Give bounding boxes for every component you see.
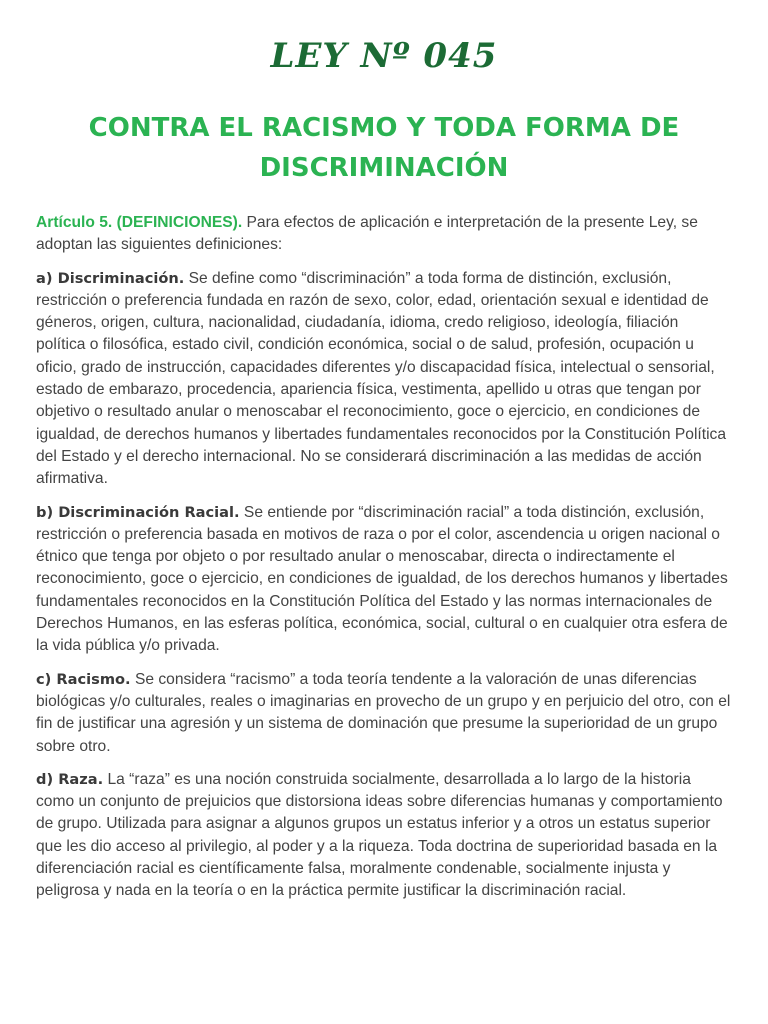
article-text: Para efectos de aplicación e interpretación de la presente Ley, se adoptan las siguientes definiciones:: [36, 214, 698, 254]
definition-discriminacion-racial: [36, 502, 732, 658]
document-body: [36, 212, 732, 914]
definition-text: Se define como “discriminación” a toda forma de distinción, exclusión, restricción o preferencia fundada en razón de sexo, color, edad, orientación sexual e identidad de géneros, origen, cultura, nacionalidad, ciudadanía, idioma, credo religioso, ideología, filiación política o filosófica, estado civil, condición económica, social o de salud, profesión, ocupación u oficio, grado de instrucción, capacidades diferentes y/o discapacidad física, intelectual o sensorial, estado de embarazo, procedencia, apariencia física, vestimenta, apellido u otras que tengan por objetivo o resultado anular o menoscabar el reconocimiento, goce o ejercicio, en condiciones de igualdad, de derechos humanos y libertades fundamentales reconocidos por la Constitución Política del Estado y el derecho internacional. No se considerará discriminación a las medidas de acción afirmativa.: [36, 269, 727, 488]
definition-term: c) Racismo.: [36, 670, 131, 688]
definition-term: b) Discriminación Racial.: [36, 503, 240, 521]
article-label: Artículo 5. (DEFINICIONES).: [36, 214, 243, 231]
definition-raza: [36, 769, 732, 903]
law-subtitle: CONTRA EL RACISMO Y TODA FORMA DE DISCRIMINACIÓN: [88, 113, 680, 183]
definition-term: d) Raza.: [36, 770, 104, 788]
definition-discriminacion: [36, 268, 732, 491]
article-intro: [36, 212, 732, 257]
definition-text: Se entiende por “discriminación racial” a toda distinción, exclusión, restricción o preferencia basada en motivos de raza o por el color, ascendencia u origen nacional o étnico que tenga por objeto o por resultado anular o menoscabar, directa o indirectamente el reconocimiento, goce o ejercicio, en condiciones de igualdad, de los derechos humanos y libertades fundamentales reconocidos en la Constitución Política del Estado y las normas internacionales de Derechos Humanos, en las esferas política, económica, social, cultural o en cualquier otra esfera de la vida pública y/o privada.: [36, 503, 728, 655]
definition-text: Se considera “racismo” a toda teoría tendente a la valoración de unas diferencias biológicas y/o culturales, reales o imaginarias en provecho de un grupo y en perjuicio del otro, con el fin de justificar una agresión y un sistema de dominación que presume la superioridad de un grupo sobre otro.: [36, 670, 731, 755]
definition-racismo: [36, 669, 732, 758]
law-title: LEY Nº 045: [270, 36, 498, 76]
definition-text: La “raza” es una noción construida socialmente, desarrollada a lo largo de la historia como un conjunto de prejuicios que distorsiona ideas sobre diferencias humanas y comportamiento de grupo. Utilizada para asignar a algunos grupos un estatus inferior y a otros un estatus superior que les dio acceso al privilegio, al poder y a la riqueza. Toda doctrina de superioridad basada en la diferenciación racial es científicamente falsa, moralmente condenable, socialmente injusta y peligrosa y nada en la teoría o en la práctica permite justificar la discriminación racial.: [36, 770, 723, 900]
definition-term: a) Discriminación.: [36, 269, 185, 287]
